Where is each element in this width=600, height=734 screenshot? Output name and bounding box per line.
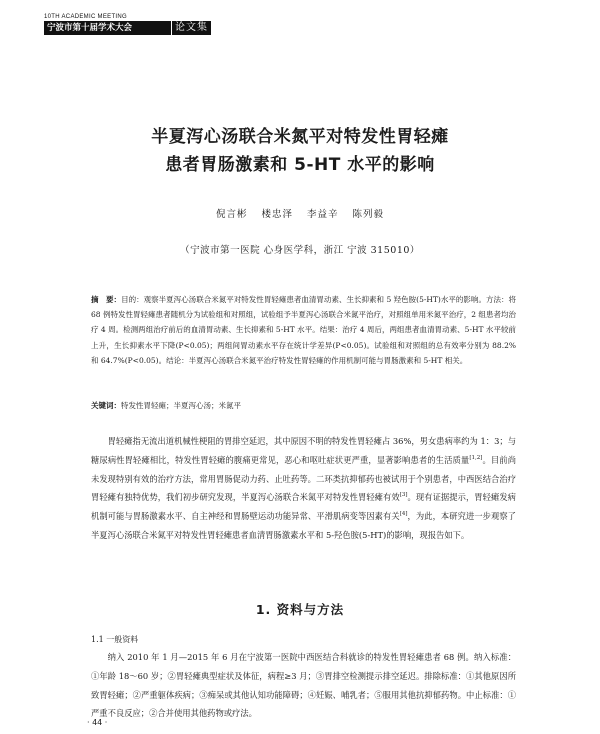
citation-1: [1,2] [469,455,483,462]
affiliation: （宁波市第一医院 心身医学科，浙江 宁波 315010） [180,245,420,256]
citation-2: [3] [399,492,408,499]
keywords [91,399,516,413]
abstract [91,292,516,368]
citation-3: [4] [399,511,408,518]
keywords-label: 关键词： [91,401,121,410]
header-english: 10TH ACADEMIC MEETING [44,14,127,20]
paper-title-line-1: 半夏泻心汤联合米氮平对特发性胃轻瘫 [151,127,449,147]
intro-text-3: 。现有证据提示，胃轻瘫发病机制可能与胃肠激素水平、自主神经和胃肠壁运动功能异常、平滑肌病变等因素有关 [91,492,516,522]
proceedings-header [44,14,216,40]
abstract-label: 摘 要： [91,295,122,304]
intro-text-1: 胃轻瘫指无流出道机械性梗阻的胃排空延迟，其中原因不明的特发性胃轻瘫占 36%，男女患病率约为 1：3；与糖尿病性胃轻瘫相比，特发性胃轻瘫的腹痛更常见，恶心和呕吐症状更严重，显著影响患者的生活质量 [91,436,516,465]
authors: 倪言彬 楼忠泽 李益辛 陈列毅 [215,209,385,220]
header-tag: 论文集 [172,21,211,35]
paper-title-line-2: 患者胃肠激素和 5-HT 水平的影响 [165,155,435,175]
header-chinese: 宁波市第十届学术大会 [44,21,171,35]
page-number: · 44 · [87,718,108,727]
intro-text-4: ，为此，本研究进一步观察了半夏泻心汤联合米氮平对特发性胃轻瘫患者血清胃肠激素水平和 5-羟色胺(5-HT)的影响，现报告如下。 [91,511,516,540]
intro-text-2: 。目前尚未发现特别有效的治疗方法，常用胃肠促动力药、止吐药等。二环类抗抑郁药也被试用于个别患者，中西医结合治疗胃轻瘫有独特优势，我们初步研究发现，半夏泻心汤联合米氮平对特发性胃轻瘫有效 [91,454,516,503]
methods-paragraph: 纳入 2010 年 1 月—2015 年 6 月在宁波第一医院中西医结合科就诊的特发性胃轻瘫患者 68 例。纳入标准：①年龄 18～60 岁；②胃轻瘫典型症状及体征，病程≥3 月；③胃排空检测提示排空延迟。排除标准：①其他原因所致胃轻瘫；②严重躯体疾病；③痴呆或其他认知功能障碍；④妊娠、哺乳者；⑤服用其他抗抑郁药物。中止标准：①严重不良反应；②合并使用其他药物或疗法。 [91,652,516,719]
abstract-text: 目的：观察半夏泻心汤联合米氮平对特发性胃轻瘫患者血清胃动素、生长抑素和 5 羟色胺(5-HT)水平的影响。方法：将 68 例特发性胃轻瘫患者随机分为试验组和对照组，试验组予半夏泻心汤联合米氮平治疗，对照组单用米氮平治疗，2 组患者均治疗 4 周。检测两组治疗前后的血清胃动素、生长抑素和 5-HT 水平。结果：治疗 4 周后，两组患者血清胃动素、5-HT 水平较前上升，生长抑素水平下降(P<0.05)；两组间胃动素水平存在统计学差异(P<0.05)。试验组和对照组的总有效率分别为 88.2% 和 64.7%(P<0.05)。结论：半夏泻心汤联合米氮平治疗特发性胃轻瘫的作用机制可能与胃肠激素和 5-HT 相关。 [91,295,516,365]
introduction-paragraph [91,432,516,545]
subsection-heading: 1.1 一般资料 [91,635,139,644]
keywords-text: 特发性胃轻瘫；半夏泻心汤；米氮平 [121,401,241,410]
section-heading: 1. 资料与方法 [255,602,345,617]
